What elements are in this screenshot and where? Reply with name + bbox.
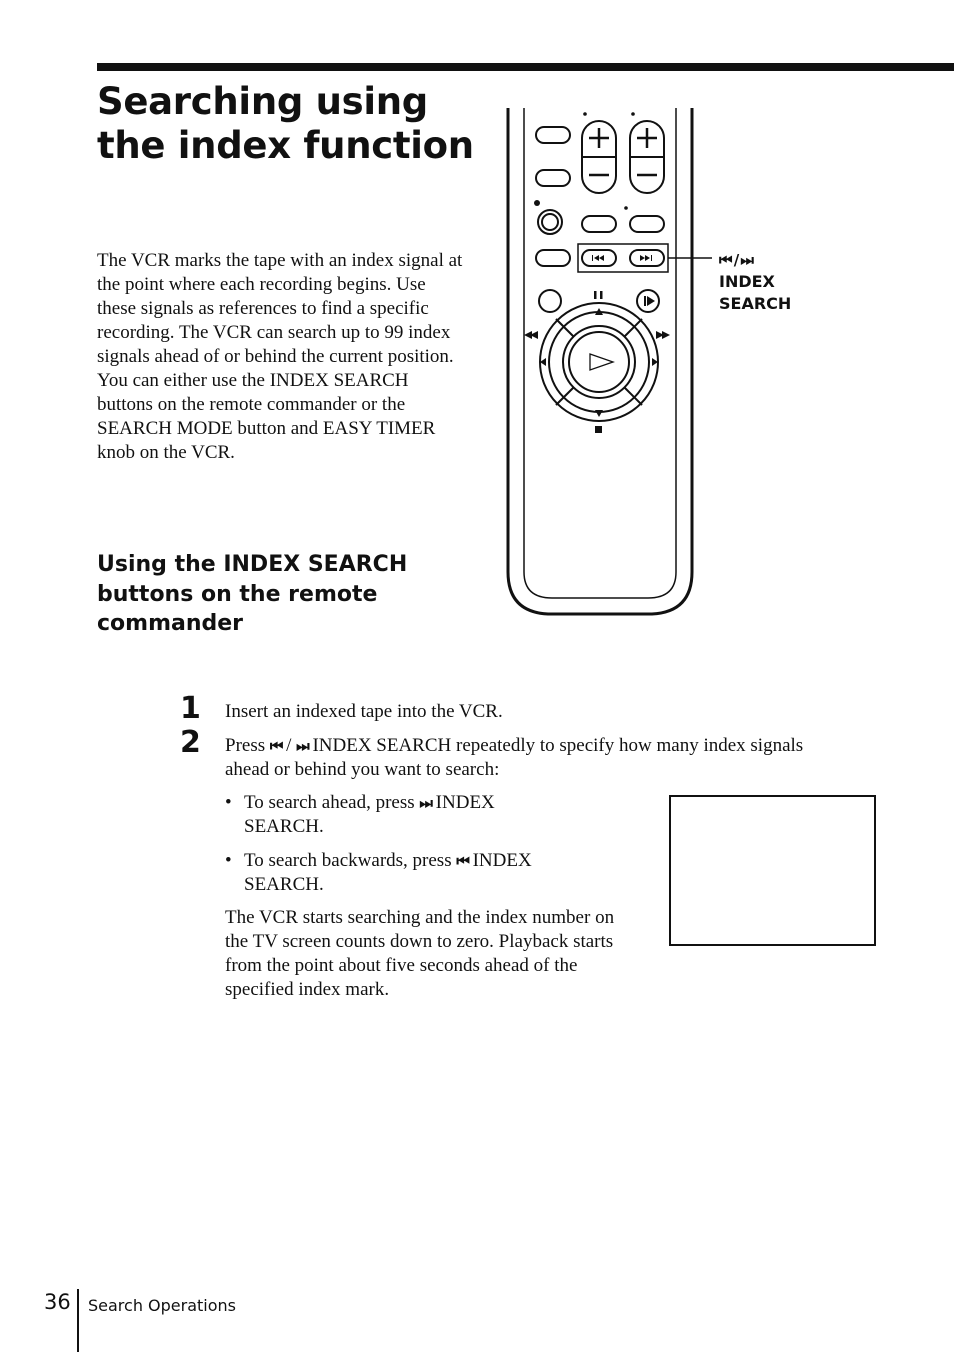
next-index-icon: ⏭ <box>419 794 431 812</box>
top-rule <box>97 63 954 71</box>
step-text <box>225 734 845 782</box>
callout-line-2: SEARCH <box>719 294 792 313</box>
intro-paragraph: The VCR marks the tape with an index signal at the point where each recording begins. Use these signals as references to find a specific recording. The VCR can search up to 99 index signals ahead of or behind the current position. You can either use the INDEX SEARCH buttons on the remote commander or the SEARCH MODE button and EASY TIMER knob on the VCR. <box>97 250 463 463</box>
index-search-symbol-icon: ⏮ / ⏭ <box>719 251 752 269</box>
bullet-dot: • <box>225 850 232 871</box>
step-text-post: INDEX SEARCH repeatedly to specify how many index signals ahead or behind you want to search: <box>225 735 804 780</box>
tv-screen-illustration <box>669 795 876 946</box>
step-number: 1 <box>180 691 201 726</box>
bullet-item <box>225 849 615 897</box>
slash: / <box>281 735 297 756</box>
remote-commander-illustration <box>500 100 810 625</box>
footer-divider <box>77 1289 79 1352</box>
bullet-post: INDEX SEARCH. <box>244 792 495 837</box>
page-title: Searching using the index function <box>97 80 474 167</box>
bullet-pre: To search backwards, press <box>244 850 457 871</box>
next-index-icon: ⏭ <box>296 737 308 755</box>
page-number: 36 <box>44 1290 71 1314</box>
step-text-pre: Press <box>225 735 270 756</box>
bullet-dot: • <box>225 792 232 813</box>
section-name: Search Operations <box>88 1296 237 1315</box>
bullet-post: INDEX SEARCH. <box>244 850 532 895</box>
prev-index-icon: ⏮ <box>456 852 468 870</box>
bullet-pre: To search ahead, press <box>244 792 420 813</box>
callout-line-1: INDEX <box>719 272 775 291</box>
step-text: Insert an indexed tape into the VCR. <box>225 701 503 722</box>
index-search-callout <box>719 249 791 315</box>
result-paragraph: The VCR starts searching and the index number on the TV screen counts down to zero. Playback starts from the point about five seconds ahead of the specified index mark. <box>225 907 615 1000</box>
step-number: 2 <box>180 725 201 760</box>
bullet-item <box>225 791 615 839</box>
prev-index-icon: ⏮ <box>269 737 282 755</box>
section-subheading: Using the INDEX SEARCH buttons on the remote commander <box>97 552 408 636</box>
